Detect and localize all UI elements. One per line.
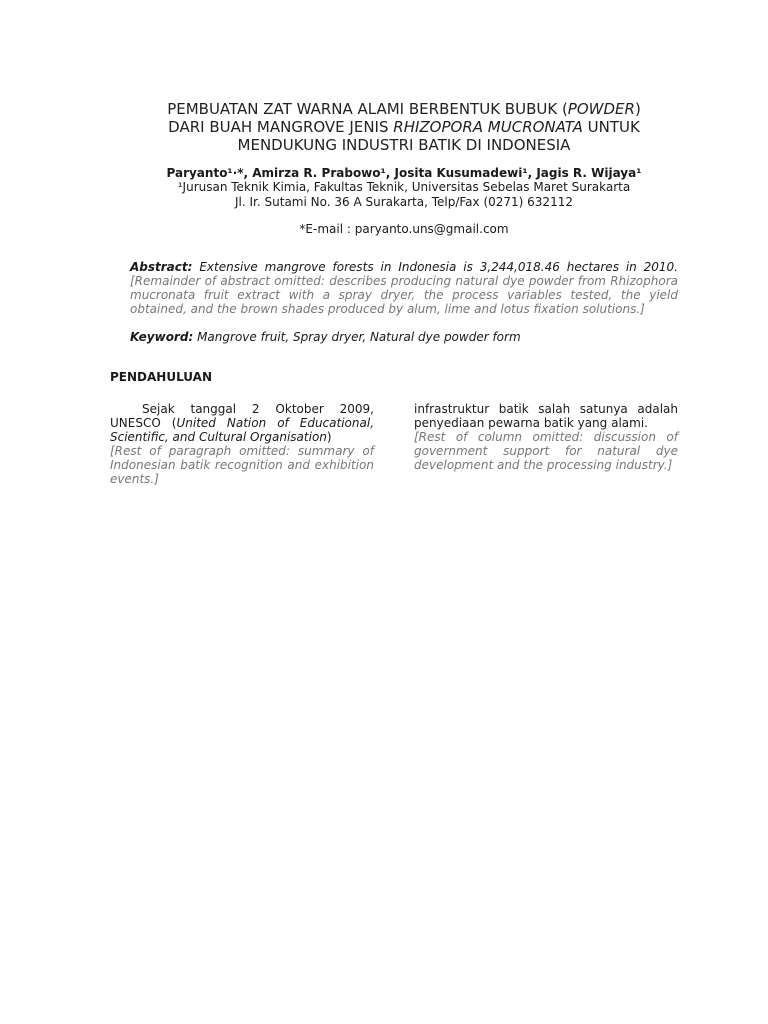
title-line2-b: UNTUK <box>582 118 640 136</box>
col2-excerpt: infrastruktur batik salah satunya adalah penyediaan pewarna batik yang alami. <box>414 402 678 430</box>
body-columns <box>110 402 678 486</box>
title-line2-italic: RHIZOPORA MUCRONATA <box>393 118 583 136</box>
body-column-left <box>110 402 374 486</box>
title-line1-italic: POWDER <box>567 100 635 118</box>
col1-omitted: [Rest of paragraph omitted: summary of Indonesian batik recognition and exhibition events.] <box>110 444 374 486</box>
affiliation-line2: Jl. Ir. Sutami No. 36 A Surakarta, Telp/Fax (0271) 632112 <box>235 195 573 209</box>
body-column-right <box>414 402 678 486</box>
col1-excerpt-post: ) <box>326 430 332 444</box>
title-line2-a: DARI BUAH MANGROVE JENIS <box>168 118 394 136</box>
col1-excerpt-italic: United Nation of Educational, Scientific, and Cultural Organisation <box>110 416 375 444</box>
keyword-values: Mangrove fruit, Spray dryer, Natural dye powder form <box>197 330 521 344</box>
title-line1-b: ) <box>634 100 641 118</box>
title-line3: MENDUKUNG INDUSTRI BATIK DI INDONESIA <box>237 136 571 154</box>
author-email: *E-mail : paryanto.uns@gmail.com <box>299 222 509 236</box>
title-line1-a: PEMBUATAN ZAT WARNA ALAMI BERBENTUK BUBUK ( <box>167 100 568 118</box>
abstract <box>130 260 678 316</box>
abstract-label: Abstract: <box>130 260 193 274</box>
keyword-label: Keyword: <box>130 330 194 344</box>
abstract-omitted: [Remainder of abstract omitted: describes producing natural dye powder from Rhizophora mucronata fruit extract with a spray dryer, the process variables tested, the yield obtained, and the brown shades produced by alum, lime and lotus fixation solutions.] <box>130 274 678 316</box>
col1-excerpt: Sejak tanggal 2 Oktober 2009, UNESCO ( <box>110 402 374 430</box>
affiliation <box>130 180 678 210</box>
affiliation-line1: ¹Jurusan Teknik Kimia, Fakultas Teknik, Universitas Sebelas Maret Surakarta <box>177 180 631 194</box>
abstract-excerpt: Extensive mangrove forests in Indonesia is 3,244,018.46 hectares in 2010. <box>199 260 678 274</box>
col2-omitted: [Rest of column omitted: discussion of government support for natural dye development and the processing industry.] <box>414 430 678 472</box>
keywords <box>130 330 678 344</box>
author-list: Paryanto¹·*, Amirza R. Prabowo¹, Josita Kusumadewi¹, Jagis R. Wijaya¹ <box>166 166 642 180</box>
paper-title <box>130 100 678 154</box>
section-heading: PENDAHULUAN <box>110 370 212 384</box>
